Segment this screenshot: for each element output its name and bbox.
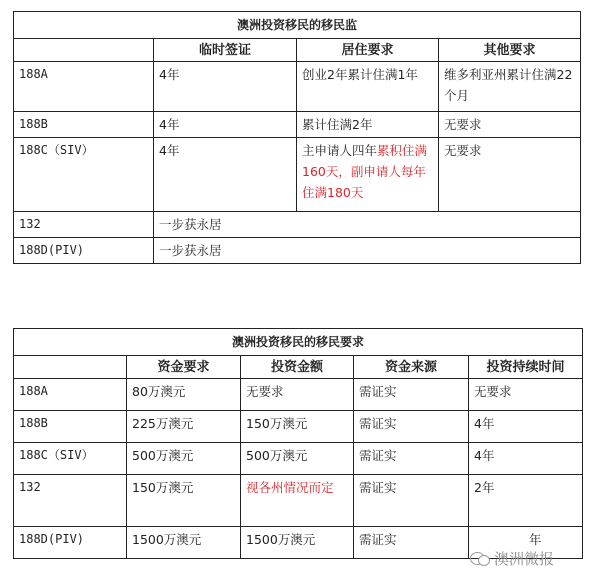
table-row (14, 238, 581, 264)
table-row (14, 112, 581, 138)
funds-cell: 80万澳元 (127, 379, 241, 411)
header-cell: 资金来源 (354, 356, 469, 379)
source-cell: 需证实 (354, 475, 469, 527)
duration-cell: 2年 (469, 475, 583, 527)
residence-cell: 累计住满2年 (297, 112, 439, 138)
duration-cell: 无要求 (469, 379, 583, 411)
table-row (14, 475, 583, 527)
table-row (14, 138, 581, 212)
residency-table (13, 11, 581, 264)
source-cell: 需证实 (354, 379, 469, 411)
header-cell: 投资持续时间 (469, 356, 583, 379)
funds-cell: 1500万澳元 (127, 527, 241, 559)
visa-cell: 188C（SIV） (14, 138, 154, 212)
table-row (14, 443, 583, 475)
source-cell: 需证实 (354, 527, 469, 559)
watermark-text: 澳洲微报 (494, 549, 555, 568)
visa-cell: 188D(PIV) (14, 238, 154, 264)
residence-highlight-text: 累积住满160天，副申请人每年住满180天 (302, 143, 428, 200)
source-cell: 需证实 (354, 411, 469, 443)
visa-cell: 132 (14, 475, 127, 527)
residence-text: 主申请人四年 (302, 143, 378, 158)
header-cell: 临时签证 (154, 39, 297, 62)
header-cell: 居住要求 (297, 39, 439, 62)
other-cell: 无要求 (439, 138, 581, 212)
header-row (14, 39, 581, 62)
header-cell (14, 39, 154, 62)
visa-cell: 188B (14, 411, 127, 443)
header-cell: 投资金额 (241, 356, 354, 379)
duration-cell: 4年 (469, 443, 583, 475)
duration-cell: 4年 (469, 411, 583, 443)
watermark (470, 545, 588, 571)
funds-cell: 150万澳元 (127, 475, 241, 527)
invest-cell: 500万澳元 (241, 443, 354, 475)
invest-cell: 150万澳元 (241, 411, 354, 443)
temp-visa-cell: 4年 (154, 62, 297, 112)
temp-visa-cell: 4年 (154, 138, 297, 212)
residence-cell (297, 138, 439, 212)
visa-cell: 188B (14, 112, 154, 138)
table-title: 澳洲投资移民的移民要求 (14, 329, 583, 356)
temp-visa-cell: 4年 (154, 112, 297, 138)
table-row (14, 411, 583, 443)
wechat-icon (470, 550, 490, 566)
table-row (14, 62, 581, 112)
other-cell: 维多利亚州累计住满22个月 (439, 62, 581, 112)
merged-cell: 一步获永居 (154, 238, 581, 264)
header-cell: 资金要求 (127, 356, 241, 379)
table-row (14, 212, 581, 238)
requirements-table (13, 328, 583, 559)
duration-cell: 年 (469, 527, 583, 559)
visa-cell: 188A (14, 379, 127, 411)
merged-cell: 一步获永居 (154, 212, 581, 238)
header-cell: 其他要求 (439, 39, 581, 62)
invest-cell: 无要求 (241, 379, 354, 411)
visa-cell: 132 (14, 212, 154, 238)
table-title: 澳洲投资移民的移民监 (14, 12, 581, 39)
funds-cell: 500万澳元 (127, 443, 241, 475)
source-cell: 需证实 (354, 443, 469, 475)
visa-cell: 188A (14, 62, 154, 112)
visa-cell: 188D(PIV) (14, 527, 127, 559)
invest-cell: 视各州情况而定 (241, 475, 354, 527)
header-cell (14, 356, 127, 379)
table-row (14, 379, 583, 411)
funds-cell: 225万澳元 (127, 411, 241, 443)
residence-cell: 创业2年累计住满1年 (297, 62, 439, 112)
invest-cell: 1500万澳元 (241, 527, 354, 559)
header-row (14, 356, 583, 379)
other-cell: 无要求 (439, 112, 581, 138)
visa-cell: 188C（SIV） (14, 443, 127, 475)
